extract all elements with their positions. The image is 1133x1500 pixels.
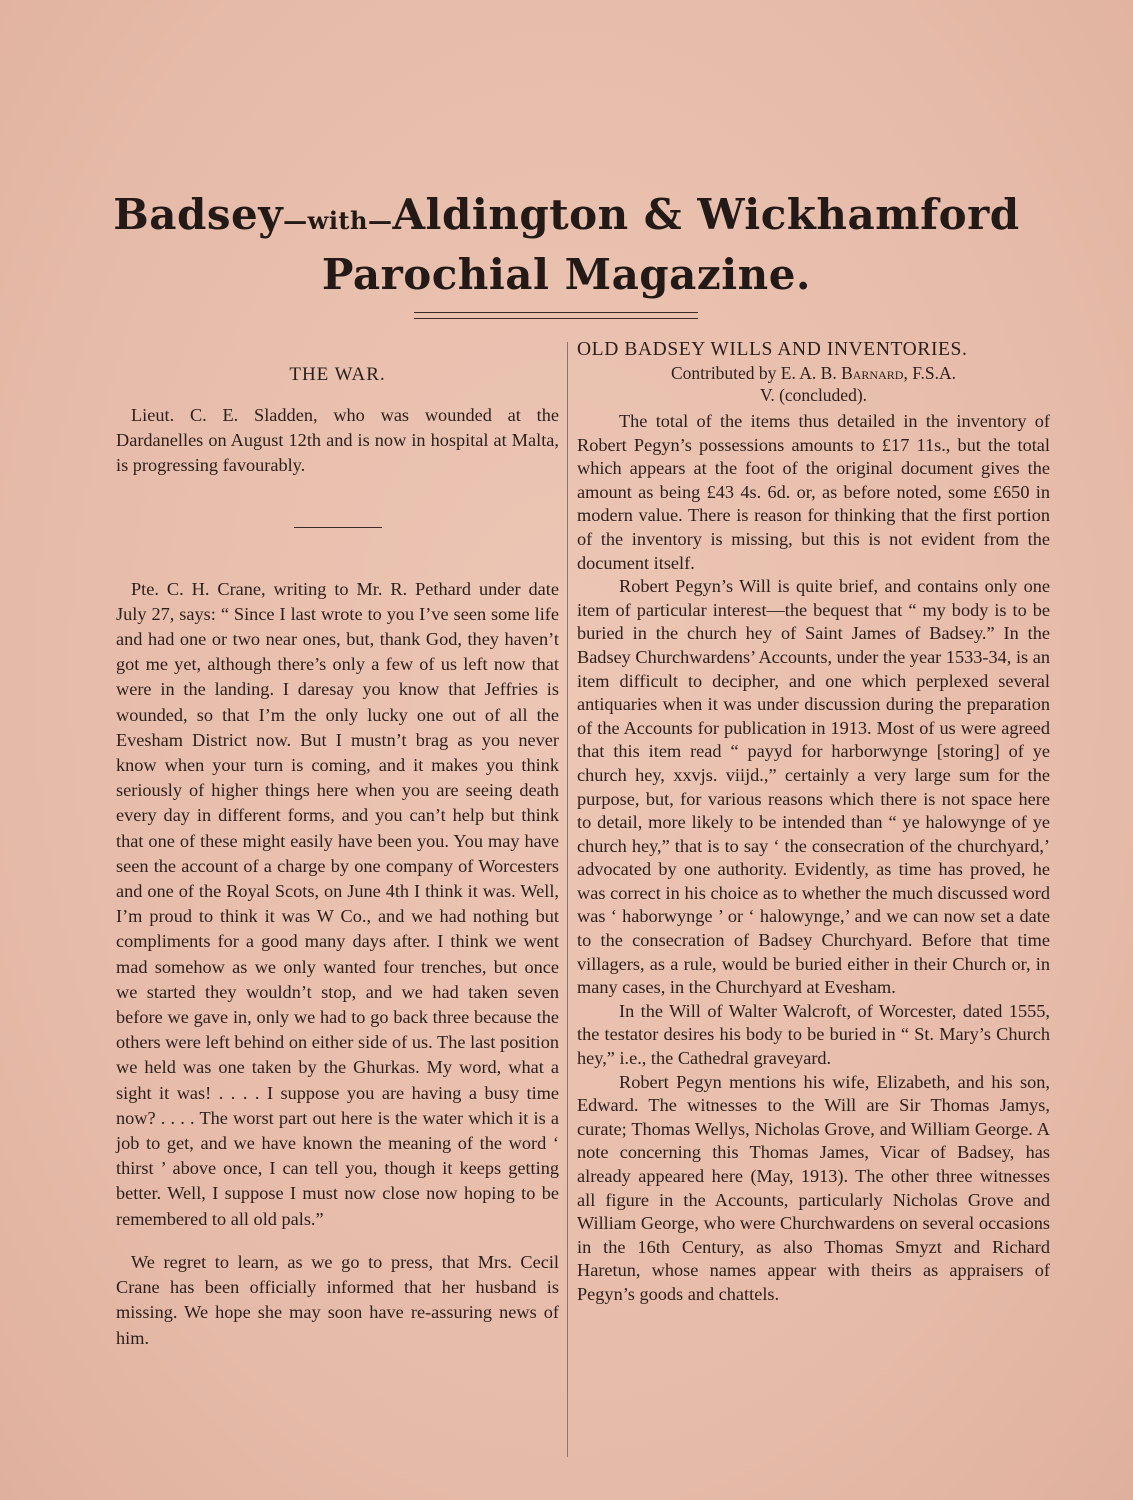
paragraph-mrs-crane: We regret to learn, as we go to press, that Mrs. Cecil Crane has been officially informed that her husband is missing. We hope she may soon have re-assuring news of him.: [116, 1251, 559, 1348]
article-byline: [577, 362, 1050, 384]
masthead-word-aldington: Aldington & Wickhamford: [392, 190, 1020, 239]
masthead-word-with: —with—: [283, 206, 393, 235]
right-column: [577, 338, 1050, 1307]
masthead-double-rule: [414, 312, 698, 319]
byline-prefix: Contributed by E. A. B.: [670, 363, 842, 383]
paragraph-inventory-total: The total of the items thus detailed in the inventory of Robert Pegyn’s possessions amounts to £17 11s., but the total which appears at the foot of the original document gives the amount as being £43 4s. 6d. or, as before noted, some £650 in modern value. There is reason for thinking that the first portion of the inventory is missing, but this is not evident from the document itself.: [577, 411, 1050, 573]
masthead-word-badsey: Badsey: [113, 190, 284, 239]
paragraph-witnesses: Robert Pegyn mentions his wife, Elizabeth, and his son, Edward. The witnesses to the Will are Sir Thomas Jamys, curate; Thomas Wellys, Nicholas Grove, and William George. A note concerning this Thomas James, Vicar of Badsey, has already appeared here (May, 1913). The other three witnesses all figure in the Accounts, particularly Nicholas Grove and William George, who were Churchwardens on several occasions in the 16th Century, as also Thomas Smyzt and Richard Haretun, whose names appear with theirs as appraisers of Pegyn’s goods and chattels.: [577, 1071, 1050, 1304]
paragraph-crane-letter: Pte. C. H. Crane, writing to Mr. R. Pethard under date July 27, says: “ Since I last wrote to you I’ve seen some life and had one or two near ones, but, thank God, they haven’t got me yet, although there’s only a few of us left now that were in the landing. I daresay you know that Jeffries is wounded, so that I’m the only lucky one out of all the Evesham District now. But I mustn’t brag as you never know when your turn is coming, and it makes you think seriously of higher things here when you are seeing death every day in different forms, and you can’t help but think that one of these might easily have been you. You may have seen the account of a charge by one company of Worcesters and one of the Royal Scots, on June 4th I think it was. Well, I’m proud to think it was W Co., and we had nothing but compliments for a good many days after. I think we went mad somehow as we only wanted four trenches, but once we started they wouldn’t stop, and we had taken seven before we gave in, only we had to go back three because the others were left behind on either side of us. The last position we held was one taken by the Ghurkas. My word, what a sight it was! . . . . I suppose you are having a busy time now? . . . . The worst part out here is the water which it is a job to get, and we have known the meaning of the word ‘ thirst ’ above once, I can tell you, though it keeps getting better. Well, I suppose I must now close now hoping to be remembered to all old pals.”: [116, 578, 559, 1229]
paragraph-walcroft-will: In the Will of Walter Walcroft, of Worcester, dated 1555, the testator desires his body to be buried in “ St. Mary’s Church hey,” i.e., the Cathedral graveyard.: [577, 1000, 1050, 1069]
byline-suffix: , F.S.A.: [903, 363, 957, 383]
masthead-line-1: [0, 188, 1133, 248]
left-column: [116, 362, 559, 1351]
section-heading-wills: OLD BADSEY WILLS AND INVENTORIES.: [577, 339, 968, 360]
section-heading-the-war: THE WAR.: [289, 364, 386, 385]
masthead-line-2: Parochial Magazine.: [321, 250, 812, 299]
masthead-title: [0, 188, 1133, 302]
paragraph-sladden: Lieut. C. E. Sladden, who was wounded at the Dardanelles on August 12th and is now in hospital at Malta, is progressing favourably.: [116, 405, 559, 476]
article-part-number: V. (concluded).: [759, 385, 868, 405]
paragraph-pegyn-will: Robert Pegyn’s Will is quite brief, and contains only one item of particular interest—the bequest that “ my body is to be buried in the church hey of Saint James of Badsey.” In the Badsey Churchwardens’ Accounts, under the year 1533-34, is an item difficult to decipher, and one which perplexed several antiquaries when it was under discussion during the preparation of the Accounts for publication in 1913. Most of us were agreed that this item read “ payyd for harborwynge [storing] of ye church hey, xxvjs. viijd.,” certainly a very large sum for the purpose, but, for various reasons which there is not space here to detail, more likely to be intended than “ ye halowynge of ye church hey,” that is to say ‘ the consecration of the churchyard,’ advocated by one authority. Evidently, as time has proved, he was correct in his choice as to whether the much discussed word was ‘ haborwynge ’ or ‘ halowynge,’ and we can now set a date to the consecration of Badsey Churchyard. Before that time villagers, as a rule, would be buried either in their Church or, in many cases, in the Churchyard at Evesham.: [577, 576, 1050, 998]
section-separator-rule: [294, 527, 382, 528]
byline-name: Barnard: [841, 363, 904, 383]
column-divider: [567, 342, 568, 1457]
